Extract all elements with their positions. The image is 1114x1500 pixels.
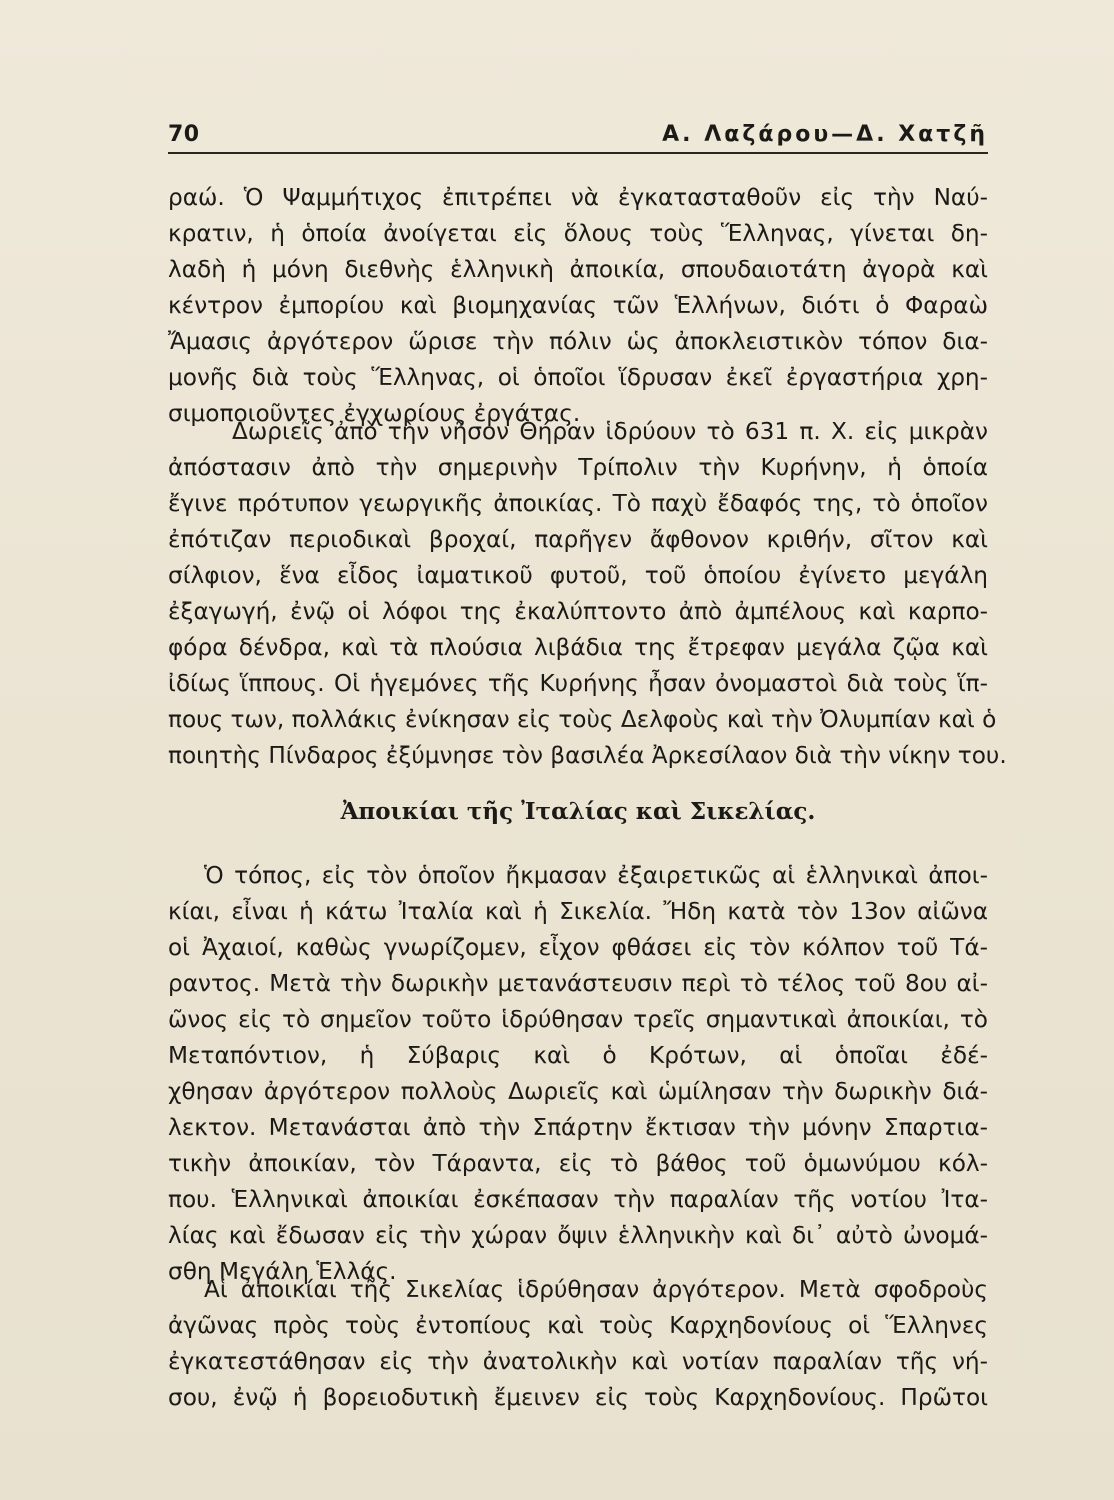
running-head (168, 122, 988, 152)
text-line: σιμοποιοῦντες ἐγχωρίους ἐργάτας. (168, 400, 581, 427)
text-line: μονῆς διὰ τοὺς Ἕλληνας, οἱ ὁποῖοι ἵδρυσαν ἐκεῖ ἐργαστήρια χρη- (168, 364, 988, 391)
text-line: οἱ Ἀχαιοί, καθὼς γνωρίζομεν, εἶχον φθάσει εἰς τὸν κόλπον τοῦ Τά- (168, 934, 988, 961)
text-line: πους των, πολλάκις ἐνίκησαν εἰς τοὺς Δελφοὺς καὶ τὴν Ὀλυμπίαν καὶ ὁ (168, 706, 997, 733)
paragraph-1 (168, 180, 988, 432)
text-line: φόρα δένδρα, καὶ τὰ πλούσια λιβάδια της ἔτρεφαν μεγάλα ζῷα καὶ (168, 634, 988, 661)
page-number: 70 (168, 122, 200, 147)
text-line: Ὁ τόπος, εἰς τὸν ὁποῖον ἤκμασαν ἐξαιρετικῶς αἱ ἑλληνικαὶ ἀποι- (204, 862, 988, 889)
running-title: Α. Λαζάρου—Δ. Χατζῆ (662, 122, 988, 147)
text-line: λαδὴ ἡ μόνη διεθνὴς ἑλληνικὴ ἀποικία, σπουδαιοτάτη ἀγορὰ καὶ (168, 256, 988, 283)
text-line: ποιητὴς Πίνδαρος ἐξύμνησε τὸν βασιλέα Ἀρκεσίλαον διὰ τὴν νίκην του. (168, 742, 1007, 769)
text-line: ῶνος εἰς τὸ σημεῖον τοῦτο ἱδρύθησαν τρεῖς σημαντικαὶ ἀποικίαι, τὸ (168, 1006, 988, 1033)
text-line: ἐξαγωγή, ἐνῷ οἱ λόφοι της ἐκαλύπτοντο ἀπὸ ἀμπέλους καὶ καρπο- (168, 598, 988, 625)
section-heading: Ἀποικίαι τῆς Ἰταλίας καὶ Σικελίας. (340, 798, 816, 825)
text-line: Ἄμασις ἀργότερον ὥρισε τὴν πόλιν ὡς ἀποκλειστικὸν τόπον δια- (168, 328, 988, 355)
paragraph-2 (168, 414, 1007, 774)
text-line: ἐγκατεστάθησαν εἰς τὴν ἀνατολικὴν καὶ νοτίαν παραλίαν τῆς νή- (168, 1348, 988, 1375)
text-line: ραώ. Ὁ Ψαμμήτιχος ἐπιτρέπει νὰ ἐγκατασταθοῦν εἰς τὴν Ναύ- (168, 184, 988, 211)
text-line: χθησαν ἀργότερον πολλοὺς Δωριεῖς καὶ ὡμίλησαν τὴν δωρικὴν διά- (168, 1078, 988, 1105)
text-line: ἔγινε πρότυπον γεωργικῆς ἀποικίας. Τὸ παχὺ ἔδαφός της, τὸ ὁποῖον (168, 490, 988, 517)
text-line: ἀπόστασιν ἀπὸ τὴν σημερινὴν Τρίπολιν τὴν Κυρήνην, ἡ ὁποία (168, 454, 988, 481)
paragraph-4 (168, 1272, 988, 1416)
text-line: κρατιν, ἡ ὁποία ἀνοίγεται εἰς ὅλους τοὺς Ἕλληνας, γίνεται δη- (168, 220, 988, 247)
text-line: κίαι, εἶναι ἡ κάτω Ἰταλία καὶ ἡ Σικελία. Ἤδη κατὰ τὸν 13ον αἰῶνα (168, 898, 988, 925)
text-line: Αἱ ἀποικίαι τῆς Σικελίας ἱδρύθησαν ἀργότερον. Μετὰ σφοδροὺς (204, 1276, 988, 1303)
text-line: τικὴν ἀποικίαν, τὸν Τάραντα, εἰς τὸ βάθος τοῦ ὁμωνύμου κόλ- (168, 1150, 988, 1177)
text-line: κέντρον ἐμπορίου καὶ βιομηχανίας τῶν Ἑλλήνων, διότι ὁ Φαραὼ (168, 292, 988, 319)
text-line: ἐπότιζαν περιοδικαὶ βροχαί, παρῆγεν ἄφθονον κριθήν, σῖτον καὶ (168, 526, 988, 553)
paragraph-3 (168, 858, 988, 1290)
text-line: που. Ἑλληνικαὶ ἀποικίαι ἐσκέπασαν τὴν παραλίαν τῆς νοτίου Ἰτα- (168, 1186, 988, 1213)
text-line: ραντος. Μετὰ τὴν δωρικὴν μετανάστευσιν περὶ τὸ τέλος τοῦ 8ου αἰ- (168, 970, 988, 997)
text-line: σίλφιον, ἕνα εἶδος ἰαματικοῦ φυτοῦ, τοῦ ὁποίου ἐγίνετο μεγάλη (168, 562, 988, 589)
text-line: λίας καὶ ἔδωσαν εἰς τὴν χώραν ὄψιν ἑλληνικὴν καὶ δι᾿ αὐτὸ ὠνομά- (168, 1222, 988, 1249)
text-line: Μεταπόντιον, ἡ Σύβαρις καὶ ὁ Κρότων, αἱ ὁποῖαι ἐδέ- (168, 1042, 988, 1069)
text-line: Δωριεῖς ἀπὸ τὴν νῆσον Θήραν ἱδρύουν τὸ 631 π. Χ. εἰς μικρὰν (232, 418, 988, 445)
text-line: λεκτον. Μετανάσται ἀπὸ τὴν Σπάρτην ἔκτισαν τὴν μόνην Σπαρτια- (168, 1114, 988, 1141)
header-rule (168, 152, 988, 154)
text-line: ἰδίως ἵππους. Οἱ ἡγεμόνες τῆς Κυρήνης ἦσαν ὀνομαστοὶ διὰ τοὺς ἵπ- (168, 670, 988, 697)
text-line: ἀγῶνας πρὸς τοὺς ἐντοπίους καὶ τοὺς Καρχηδονίους οἱ Ἕλληνες (168, 1312, 988, 1339)
text-line: σου, ἐνῷ ἡ βορειοδυτικὴ ἔμεινεν εἰς τοὺς Καρχηδονίους. Πρῶτοι (168, 1384, 988, 1411)
text-line: σθη Μεγάλη Ἑλλάς. (168, 1258, 397, 1285)
